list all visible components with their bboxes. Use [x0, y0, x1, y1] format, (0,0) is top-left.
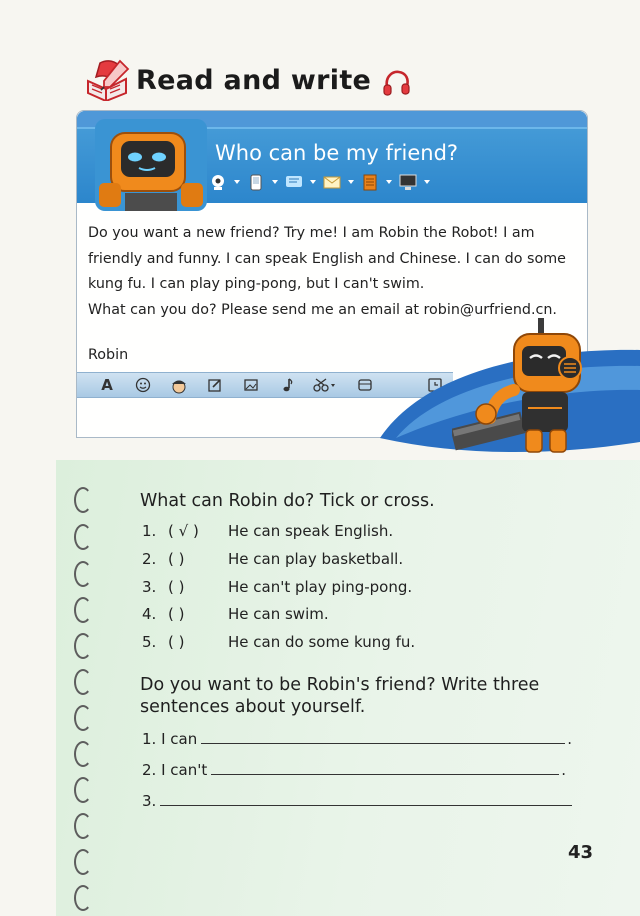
envelope-icon[interactable] [323, 173, 341, 191]
page-number: 43 [568, 842, 594, 863]
binder-ring [74, 669, 92, 695]
binder-ring [74, 597, 92, 623]
smiley-icon[interactable] [133, 376, 153, 394]
binder-ring [74, 741, 92, 767]
binder-ring [74, 487, 92, 513]
exercise1-item [142, 578, 412, 596]
binder-ring [74, 524, 92, 550]
chevron-down-icon[interactable] [310, 180, 316, 184]
item-number: 2. [142, 550, 157, 568]
chat-bubble-icon[interactable] [285, 173, 303, 191]
writing-book-icon [84, 59, 130, 101]
binder-ring [74, 849, 92, 875]
scissors-icon[interactable] [313, 376, 339, 394]
chevron-down-icon[interactable] [386, 180, 392, 184]
item-text: I can [161, 730, 198, 748]
music-icon[interactable] [277, 376, 297, 394]
binder-ring [74, 633, 92, 659]
item-text: He can do some kung fu. [228, 633, 416, 651]
email-paragraph: Do you want a new friend? Try me! I am Robin the Robot! I am friendly and funny. I can speak English and Chinese. I can do some kung fu. I can play ping-pong, but I can't swim. [88, 225, 566, 292]
chevron-down-icon[interactable] [272, 180, 278, 184]
exercise1-item [142, 522, 393, 540]
binder-ring [74, 561, 92, 587]
email-paragraph: What can you do? Please send me an email at robin@urfriend.cn. [88, 301, 557, 318]
exercise2-heading: Do you want to be Robin's friend? Write three sentences about yourself. [140, 675, 540, 717]
binder-ring [74, 813, 92, 839]
phone-icon[interactable] [247, 173, 265, 191]
notebook-icon[interactable] [361, 173, 379, 191]
edit-icon[interactable] [205, 376, 225, 394]
item-period: . [567, 730, 573, 748]
exercise2-item [142, 761, 566, 779]
email-body [88, 221, 580, 323]
font-icon[interactable]: A [101, 376, 113, 394]
monitor-icon[interactable] [399, 173, 417, 191]
exercise1-item [142, 633, 415, 651]
item-text: He can speak English. [228, 522, 394, 540]
answer-box[interactable]: ( ) [168, 605, 185, 623]
item-text: He can't play ping-pong. [228, 578, 413, 596]
item-number: 4. [142, 605, 157, 623]
avatar-icon[interactable] [169, 376, 189, 394]
robot-avatar [95, 119, 207, 211]
image-icon[interactable] [241, 376, 261, 394]
exercise1-heading: What can Robin do? Tick or cross. [140, 491, 435, 511]
item-number: 3. [142, 792, 157, 810]
item-text: He can swim. [228, 605, 329, 623]
item-text: I can't [161, 761, 208, 779]
email-subject: Who can be my friend? [215, 141, 459, 165]
webcam-icon[interactable] [209, 173, 227, 191]
section-title: Read and write [136, 64, 372, 96]
answer-line[interactable] [201, 742, 565, 744]
item-number: 3. [142, 578, 157, 596]
robot-illustration [452, 318, 602, 456]
contact-card-icon[interactable] [355, 376, 375, 394]
chevron-down-icon[interactable] [234, 180, 240, 184]
binder-ring [74, 777, 92, 803]
exercise2-item [142, 730, 572, 748]
binder-ring [74, 705, 92, 731]
answer-line[interactable] [211, 773, 559, 775]
header-icon-row [209, 173, 433, 191]
binder-ring [74, 885, 92, 911]
item-number: 1. [142, 730, 157, 748]
item-number: 5. [142, 633, 157, 651]
exercise2-item [142, 792, 574, 810]
answer-box[interactable]: ( ) [168, 550, 185, 568]
item-number: 2. [142, 761, 157, 779]
item-period: . [561, 761, 567, 779]
exercise1-item [142, 550, 403, 568]
chevron-down-icon[interactable] [348, 180, 354, 184]
item-number: 1. [142, 522, 157, 540]
answer-box[interactable]: ( ) [168, 578, 185, 596]
answer-box[interactable]: ( ) [168, 633, 185, 651]
chevron-down-icon[interactable] [424, 180, 430, 184]
item-text: He can play basketball. [228, 550, 404, 568]
section-heading [84, 52, 411, 108]
email-signature: Robin [88, 347, 129, 363]
headphones-icon [381, 68, 411, 98]
answer-box[interactable]: ( √ ) [168, 522, 199, 540]
answer-line[interactable] [160, 804, 572, 806]
exercise1-item [142, 605, 329, 623]
